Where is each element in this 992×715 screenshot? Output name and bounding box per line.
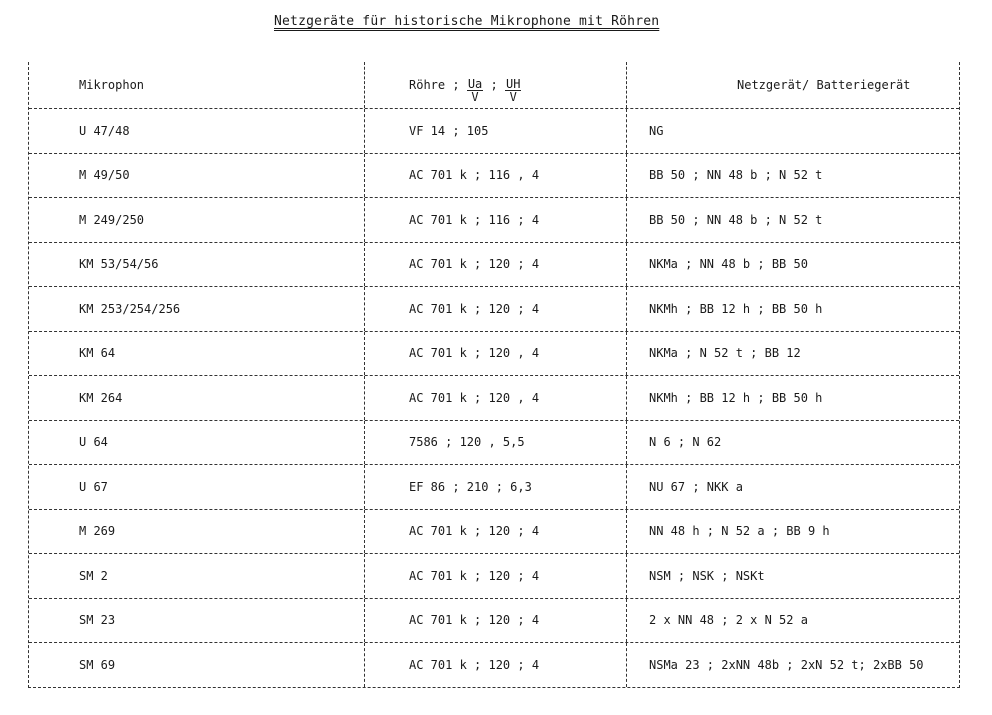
tube-cell: AC 701 k ; 116 ; 4 bbox=[365, 198, 627, 242]
psu-cell: NU 67 ; NKK a bbox=[649, 479, 743, 494]
document-title: Netzgeräte für historische Mikrophone mit Röhren bbox=[274, 14, 660, 29]
header-netzgeraet: Netzgerät/ Batteriegerät bbox=[737, 78, 911, 92]
mic-cell: SM 2 bbox=[29, 554, 365, 598]
psu-cell: NKMa ; N 52 t ; BB 12 bbox=[649, 346, 801, 361]
psu-cell: NSMa 23 ; 2xNN 48b ; 2xN 52 t; 2xBB 50 bbox=[649, 657, 924, 672]
psu-cell: BB 50 ; NN 48 b ; N 52 t bbox=[649, 168, 823, 183]
table-row bbox=[29, 153, 959, 198]
psu-cell: 2 x NN 48 ; 2 x N 52 a bbox=[649, 613, 808, 628]
table-row bbox=[29, 331, 959, 376]
tube-cell: AC 701 k ; 120 ; 4 bbox=[365, 599, 627, 643]
psu-cell: NSM ; NSK ; NSKt bbox=[649, 568, 765, 583]
tube-cell: AC 701 k ; 116 , 4 bbox=[365, 154, 627, 198]
uh-denominator: V bbox=[509, 89, 517, 104]
mic-cell: U 47/48 bbox=[29, 109, 365, 153]
table-row bbox=[29, 420, 959, 465]
header-separator: ; bbox=[490, 78, 498, 92]
tube-cell: AC 701 k ; 120 ; 4 bbox=[365, 243, 627, 287]
tube-cell: AC 701 k ; 120 ; 4 bbox=[365, 554, 627, 598]
table-header-row bbox=[29, 62, 959, 108]
table-row bbox=[29, 375, 959, 420]
uh-numerator: UH bbox=[505, 76, 521, 91]
mic-cell: SM 23 bbox=[29, 599, 365, 643]
psu-cell: NN 48 h ; N 52 a ; BB 9 h bbox=[649, 524, 830, 539]
mic-cell: KM 253/254/256 bbox=[29, 287, 365, 331]
mic-cell: U 67 bbox=[29, 465, 365, 509]
tube-cell: AC 701 k ; 120 , 4 bbox=[365, 332, 627, 376]
microphone-psu-table bbox=[28, 62, 960, 688]
tube-cell: AC 701 k ; 120 ; 4 bbox=[365, 510, 627, 554]
table-row bbox=[29, 598, 959, 643]
psu-cell: BB 50 ; NN 48 b ; N 52 t bbox=[649, 212, 823, 227]
mic-cell: SM 69 bbox=[29, 643, 365, 687]
mic-cell: KM 64 bbox=[29, 332, 365, 376]
table-row bbox=[29, 286, 959, 331]
psu-cell: NG bbox=[649, 123, 664, 138]
tube-cell: AC 701 k ; 120 ; 4 bbox=[365, 643, 627, 687]
psu-cell: NKMh ; BB 12 h ; BB 50 h bbox=[649, 390, 823, 405]
mic-cell: M 269 bbox=[29, 510, 365, 554]
table-row bbox=[29, 642, 959, 687]
tube-cell: 7586 ; 120 , 5,5 bbox=[365, 421, 627, 465]
psu-cell: NKMh ; BB 12 h ; BB 50 h bbox=[649, 301, 823, 316]
header-roehre bbox=[365, 62, 627, 108]
table-row bbox=[29, 197, 959, 242]
uh-fraction bbox=[505, 78, 521, 103]
mic-cell: M 49/50 bbox=[29, 154, 365, 198]
tube-cell: AC 701 k ; 120 , 4 bbox=[365, 376, 627, 420]
table-row bbox=[29, 553, 959, 598]
mic-cell: U 64 bbox=[29, 421, 365, 465]
table-row bbox=[29, 242, 959, 287]
table-row bbox=[29, 464, 959, 509]
table-row bbox=[29, 509, 959, 554]
header-mikrophon: Mikrophon bbox=[29, 62, 365, 108]
header-roehre-label: Röhre ; bbox=[409, 78, 460, 92]
mic-cell: M 249/250 bbox=[29, 198, 365, 242]
mic-cell: KM 53/54/56 bbox=[29, 243, 365, 287]
tube-cell: VF 14 ; 105 bbox=[365, 109, 627, 153]
table-row bbox=[29, 108, 959, 153]
mic-cell: KM 264 bbox=[29, 376, 365, 420]
tube-cell: AC 701 k ; 120 ; 4 bbox=[365, 287, 627, 331]
tube-cell: EF 86 ; 210 ; 6,3 bbox=[365, 465, 627, 509]
ua-numerator: Ua bbox=[467, 76, 483, 91]
psu-cell: N 6 ; N 62 bbox=[649, 435, 722, 450]
ua-fraction bbox=[467, 78, 483, 103]
ua-denominator: V bbox=[471, 89, 479, 104]
psu-cell: NKMa ; NN 48 b ; BB 50 bbox=[649, 257, 808, 272]
